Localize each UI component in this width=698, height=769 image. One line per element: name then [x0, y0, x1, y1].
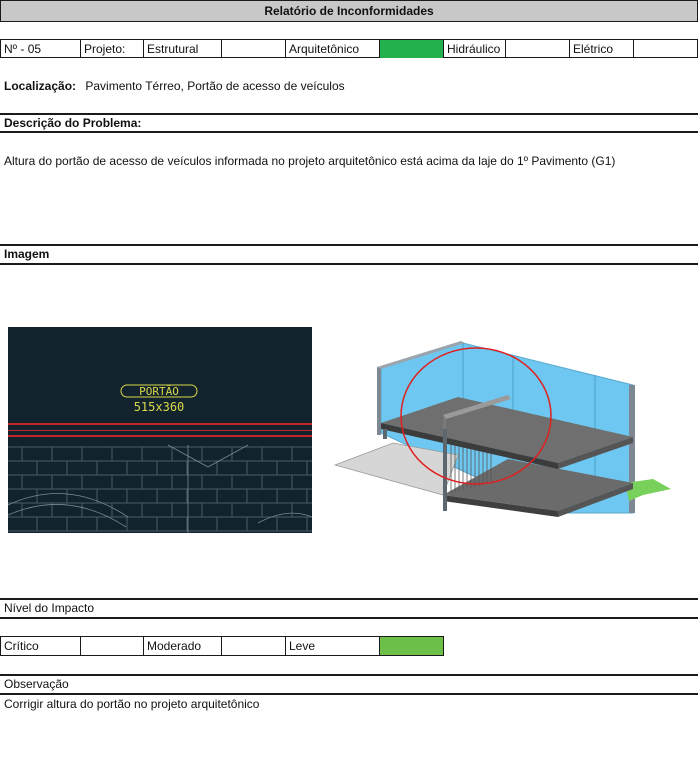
observation-label: Observação	[4, 677, 69, 691]
discipline-estrutural-label: Estrutural	[147, 42, 199, 56]
discipline-estrutural-checkbox[interactable]	[222, 40, 285, 58]
location-value: Pavimento Térreo, Portão de acesso de veículos	[85, 79, 345, 93]
model-3d-image	[333, 333, 673, 528]
impact-leve-checkbox[interactable]	[380, 637, 443, 655]
discipline-eletrico-label: Elétrico	[573, 42, 614, 56]
description-text: Altura do portão de acesso de veículos informada no projeto arquitetônico está acima da laje do 1º Pavimento (G1)	[4, 154, 616, 168]
impact-moderado-label: Moderado	[147, 639, 202, 653]
description-label: Descrição do Problema:	[4, 116, 142, 130]
impact-leve-label: Leve	[289, 639, 316, 653]
location-label: Localização:	[4, 79, 77, 93]
impact-label: Nível do Impacto	[4, 601, 95, 615]
discipline-eletrico-checkbox[interactable]	[634, 40, 697, 58]
report-number: Nº - 05	[4, 42, 42, 56]
location-row	[4, 79, 345, 93]
image-label: Imagem	[4, 247, 50, 261]
discipline-arquitetonico-label: Arquitetônico	[289, 42, 360, 56]
impact-critico-label: Crítico	[4, 639, 39, 653]
cad-tag-name: PORTÃO	[139, 385, 179, 398]
report-title: Relatório de Inconformidades	[0, 0, 698, 22]
discipline-arquitetonico-checkbox[interactable]	[380, 40, 443, 58]
cad-drawing-image	[8, 327, 312, 533]
observation-text: Corrigir altura do portão no projeto arquitetônico	[4, 697, 260, 711]
impact-moderado-checkbox[interactable]	[222, 637, 285, 655]
project-label: Projeto:	[84, 42, 126, 56]
cad-tag-size: 515x360	[133, 400, 185, 414]
discipline-hidraulico-checkbox[interactable]	[506, 40, 569, 58]
discipline-hidraulico-label: Hidráulico	[447, 42, 501, 56]
impact-critico-checkbox[interactable]	[81, 637, 143, 655]
